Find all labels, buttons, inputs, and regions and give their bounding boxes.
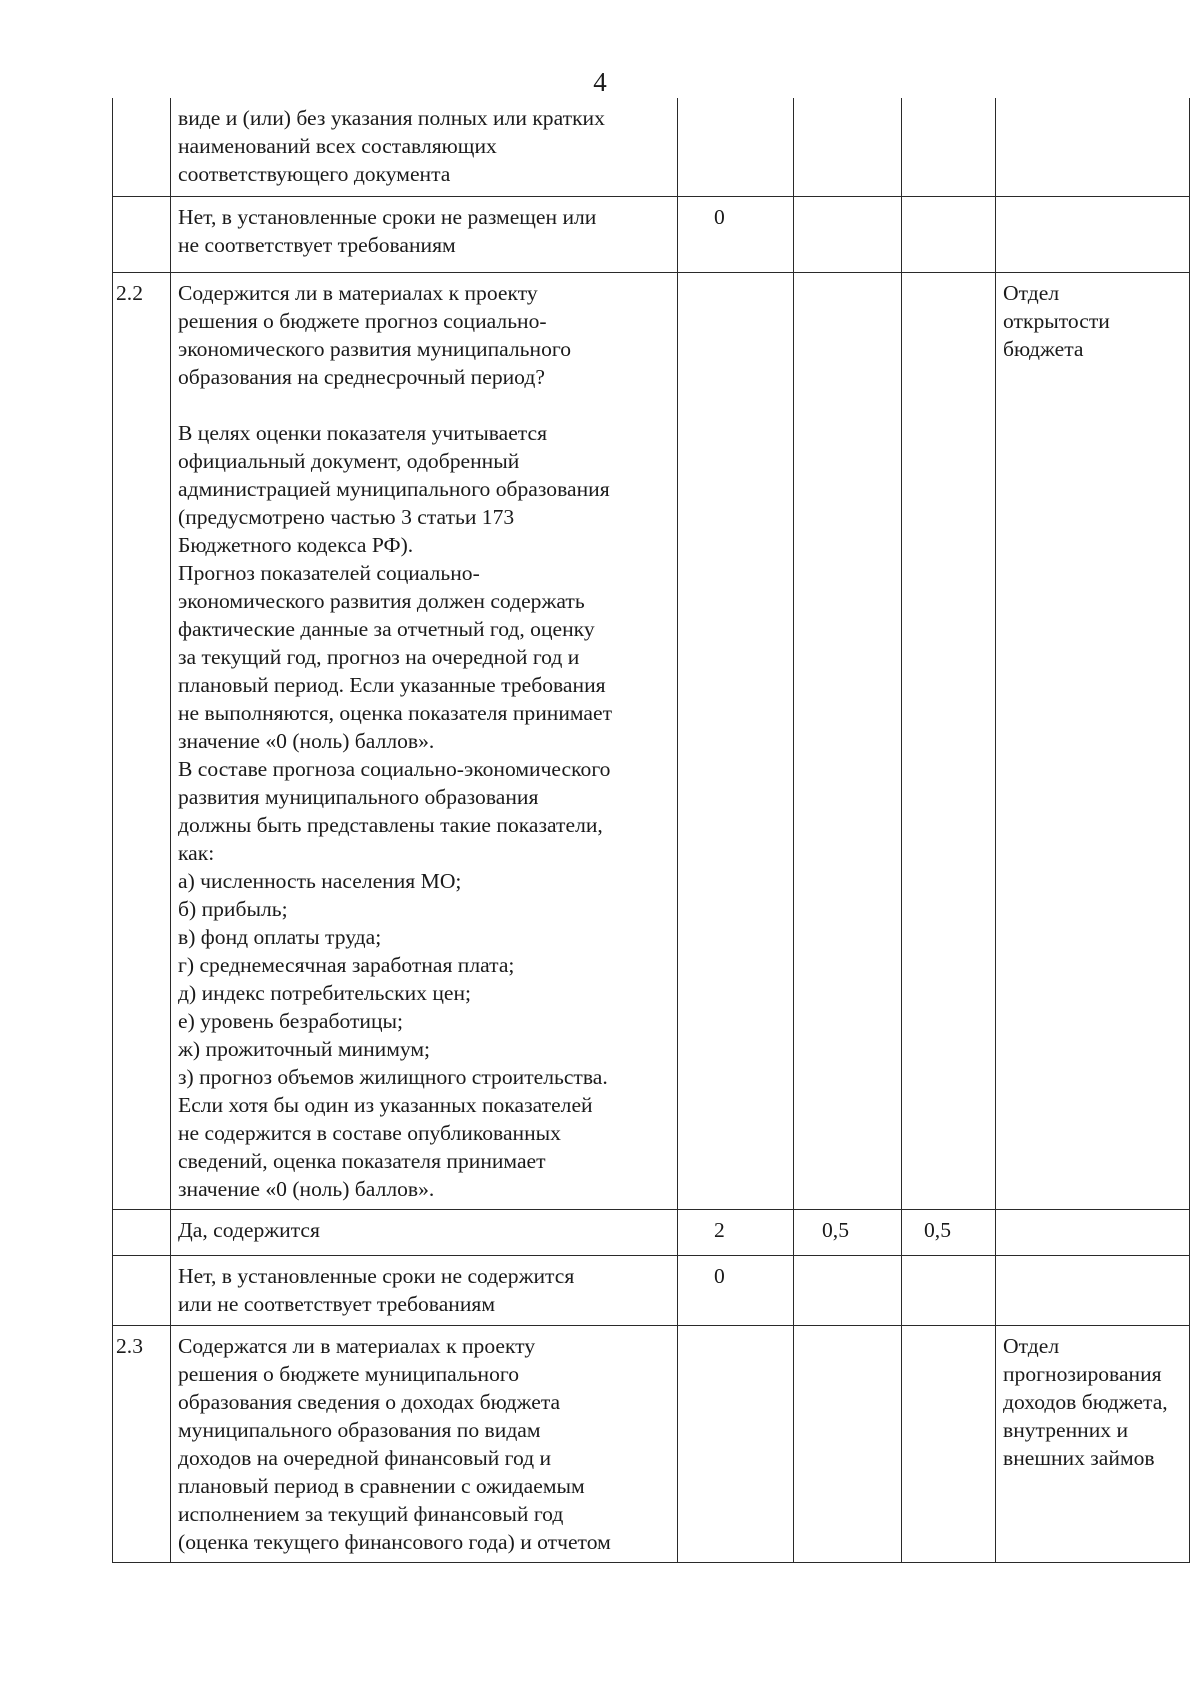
department-line: Отдел (1003, 1333, 1060, 1358)
text-line: Если хотя бы один из указанных показателей (178, 1092, 593, 1117)
text-line: развития муниципального образования (178, 784, 539, 809)
score-cell (678, 272, 794, 1209)
weight-cell-2 (902, 1255, 996, 1325)
text-line: исполнением за текущий финансовый год (178, 1501, 564, 1526)
text-line: администрацией муниципального образования (178, 476, 610, 501)
text-line: Да, содержится (178, 1217, 320, 1242)
text-line: Содержится ли в материалах к проекту (178, 280, 538, 305)
weight-cell-1 (794, 196, 902, 272)
score-cell: 0 (678, 196, 794, 272)
text-line: за текущий год, прогноз на очередной год и (178, 644, 580, 669)
weight-cell-1 (794, 272, 902, 1209)
row-number (113, 1255, 171, 1325)
weight-cell-2 (902, 196, 996, 272)
text-line: решения о бюджете прогноз социально- (178, 308, 547, 333)
score-cell (678, 98, 794, 196)
text-line: а) численность населения МО; (178, 868, 462, 893)
score-cell: 0 (678, 1255, 794, 1325)
responsible-department (996, 1325, 1190, 1562)
table-row (113, 1209, 1190, 1255)
weight-cell-1 (794, 1325, 902, 1562)
weight-cell-1 (794, 98, 902, 196)
text-line: как: (178, 840, 215, 865)
text-line: муниципального образования по видам (178, 1417, 541, 1442)
criterion-text (171, 1209, 678, 1255)
text-line: Нет, в установленные сроки не содержится (178, 1263, 575, 1288)
text-line: решения о бюджете муниципального (178, 1361, 519, 1386)
criterion-text (171, 98, 678, 196)
score-cell (678, 1325, 794, 1562)
criterion-text (171, 272, 678, 1209)
table-row (113, 98, 1190, 196)
text-line: д) индекс потребительских цен; (178, 980, 472, 1005)
text-line: з) прогноз объемов жилищного строительства. (178, 1064, 608, 1089)
department-line: внешних займов (1003, 1445, 1155, 1470)
responsible-department (996, 1255, 1190, 1325)
department-line: открытости (1003, 308, 1110, 333)
text-line: экономического развития муниципального (178, 336, 571, 361)
text-line: сведений, оценка показателя принимает (178, 1148, 546, 1173)
text-line: не выполняются, оценка показателя принимает (178, 700, 613, 725)
weight-cell-2 (902, 1325, 996, 1562)
text-line: ж) прожиточный минимум; (178, 1036, 431, 1061)
row-number: 2.2 (113, 272, 171, 1209)
row-number (113, 1209, 171, 1255)
department-line: бюджета (1003, 336, 1084, 361)
responsible-department (996, 196, 1190, 272)
text-line: В составе прогноза социально-экономического (178, 756, 611, 781)
criterion-text (171, 196, 678, 272)
text-line: (оценка текущего финансового года) и отчетом (178, 1529, 611, 1554)
weight-cell-2 (902, 272, 996, 1209)
page-number: 4 (593, 67, 607, 97)
text-line: б) прибыль; (178, 896, 288, 921)
text-line: значение «0 (ноль) баллов». (178, 1176, 435, 1201)
text-line: не содержится в составе опубликованных (178, 1120, 561, 1145)
text-line: образования сведения о доходах бюджета (178, 1389, 561, 1414)
text-line: е) уровень безработицы; (178, 1008, 404, 1033)
weight-cell-2 (902, 98, 996, 196)
criteria-table (112, 98, 1190, 1563)
table-row (113, 1255, 1190, 1325)
responsible-department (996, 98, 1190, 196)
criterion-text (171, 1325, 678, 1562)
table-row (113, 272, 1190, 1209)
text-line: Нет, в установленные сроки не размещен или (178, 204, 597, 229)
department-line: доходов бюджета, (1003, 1389, 1168, 1414)
text-line: Содержатся ли в материалах к проекту (178, 1333, 536, 1358)
text-line: Бюджетного кодекса РФ). (178, 532, 414, 557)
text-line: соответствующего документа (178, 162, 451, 186)
table-row (113, 196, 1190, 272)
text-line: виде и (или) без указания полных или кратких (178, 106, 605, 130)
responsible-department (996, 1209, 1190, 1255)
department-line: Отдел (1003, 280, 1060, 305)
weight-cell-1: 0,5 (794, 1209, 902, 1255)
text-line: плановый период в сравнении с ожидаемым (178, 1473, 585, 1498)
text-line: официальный документ, одобренный (178, 448, 520, 473)
department-line: прогнозирования (1003, 1361, 1162, 1386)
weight-cell-1 (794, 1255, 902, 1325)
responsible-department (996, 272, 1190, 1209)
score-cell: 2 (678, 1209, 794, 1255)
text-line: не соответствует требованиям (178, 232, 456, 257)
text-line: (предусмотрено частью 3 статьи 173 (178, 504, 515, 529)
text-line: наименований всех составляющих (178, 134, 497, 158)
row-number (113, 196, 171, 272)
text-line: экономического развития должен содержать (178, 588, 585, 613)
weight-cell-2: 0,5 (902, 1209, 996, 1255)
text-line: в) фонд оплаты труда; (178, 924, 382, 949)
text-line: г) среднемесячная заработная плата; (178, 952, 515, 977)
text-line: Прогноз показателей социально- (178, 560, 480, 585)
row-number (113, 98, 171, 196)
text-line: доходов на очередной финансовый год и (178, 1445, 552, 1470)
text-line: или не соответствует требованиям (178, 1291, 495, 1316)
text-line: значение «0 (ноль) баллов». (178, 728, 435, 753)
text-line: плановый период. Если указанные требования (178, 672, 606, 697)
criterion-text (171, 1255, 678, 1325)
text-line: В целях оценки показателя учитывается (178, 420, 548, 445)
text-line: фактические данные за отчетный год, оценку (178, 616, 595, 641)
department-line: внутренних и (1003, 1417, 1129, 1442)
text-line: образования на среднесрочный период? (178, 364, 545, 389)
text-line: должны быть представлены такие показатели, (178, 812, 603, 837)
table-row (113, 1325, 1190, 1562)
row-number: 2.3 (113, 1325, 171, 1562)
